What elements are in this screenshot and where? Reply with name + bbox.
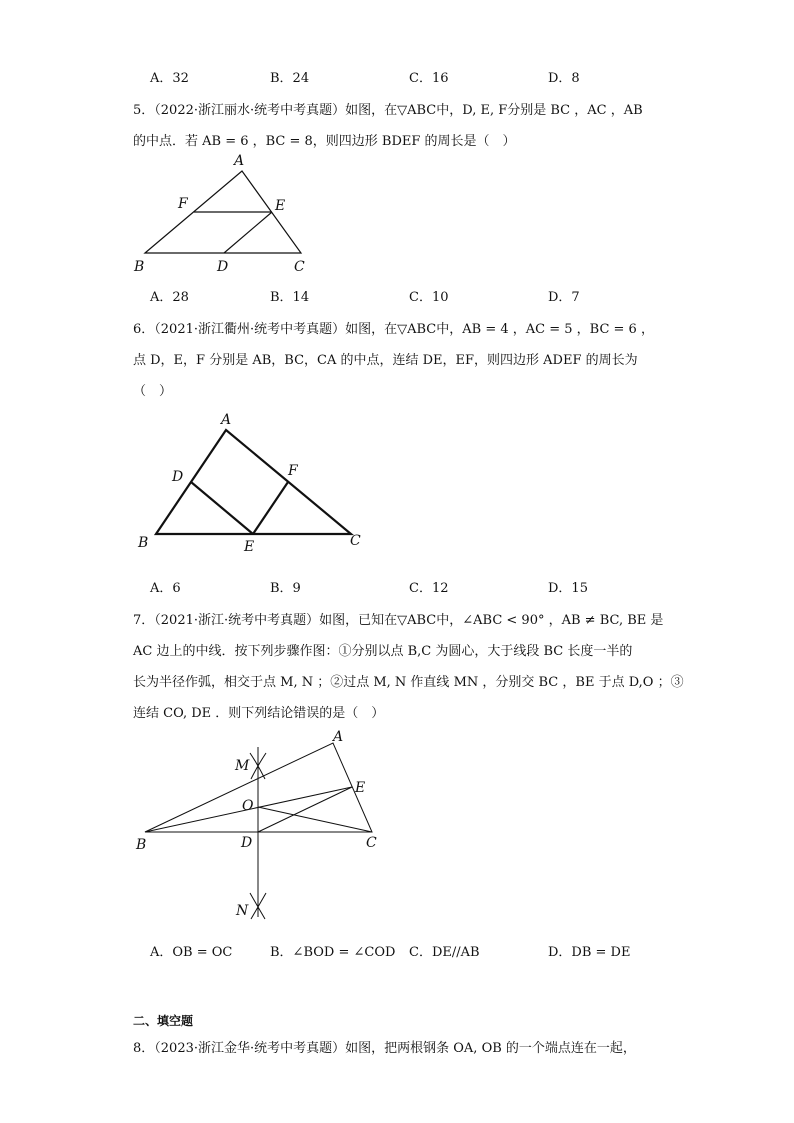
q5-label-e: E bbox=[275, 198, 286, 214]
q6-label-b: B bbox=[138, 535, 149, 551]
q6-options bbox=[150, 577, 670, 595]
q6-stem-line3: （ ） bbox=[133, 384, 173, 399]
q5-option-b[interactable]: B．14 bbox=[270, 290, 310, 305]
q7-segment-co bbox=[258, 807, 372, 832]
q6-segment-de bbox=[191, 482, 253, 534]
q7-label-c: C bbox=[366, 835, 377, 851]
q7-option-d[interactable]: D．DB = DE bbox=[548, 945, 631, 960]
q4-options bbox=[150, 67, 670, 85]
q5-option-d[interactable]: D．7 bbox=[548, 290, 580, 305]
q5-option-c[interactable]: C．10 bbox=[409, 290, 449, 305]
q6-stem-line1: 6．（2021·浙江衢州·统考中考真题）如图，在▽ABC中，AB = 4 ，AC = 5 ，BC = 6 ， bbox=[133, 322, 654, 337]
q7-label-d: D bbox=[241, 835, 253, 851]
q7-label-o: O bbox=[242, 798, 254, 814]
q6-option-a[interactable]: A．6 bbox=[150, 581, 181, 596]
q4-option-a[interactable]: A．32 bbox=[150, 71, 189, 86]
q7-segment-de bbox=[258, 787, 352, 832]
q5-label-c: C bbox=[294, 259, 305, 275]
q6-label-d: D bbox=[172, 469, 184, 485]
q4-option-b[interactable]: B．24 bbox=[270, 71, 310, 86]
q6-label-e: E bbox=[244, 539, 255, 555]
q5-label-d: D bbox=[217, 259, 229, 275]
q6-label-c: C bbox=[350, 533, 361, 549]
q5-figure bbox=[128, 150, 318, 280]
q7-stem-line2: AC 边上的中线．按下列步骤作图：①分别以点 B,C 为圆心，大于线段 BC 长度一半的 bbox=[133, 644, 633, 659]
q7-label-b: B bbox=[136, 837, 147, 853]
section-title-fill-in: 二、填空题 bbox=[133, 1014, 194, 1028]
q5-label-f: F bbox=[178, 196, 188, 212]
q6-segment-ef bbox=[253, 482, 288, 534]
q5-segment-de bbox=[224, 212, 272, 253]
q6-option-c[interactable]: C．12 bbox=[409, 581, 449, 596]
q7-stem-line1: 7．（2021·浙江·统考中考真题）如图，已知在▽ABC中，∠ABC < 90° ，AB ≠ BC, BE 是 bbox=[133, 613, 664, 628]
q6-option-b[interactable]: B．9 bbox=[270, 581, 301, 596]
q7-label-e: E bbox=[355, 780, 366, 796]
q7-option-a[interactable]: A．OB = OC bbox=[150, 945, 233, 960]
q7-label-m: M bbox=[235, 758, 250, 774]
q5-label-b: B bbox=[134, 259, 145, 275]
q4-option-c[interactable]: C．16 bbox=[409, 71, 449, 86]
q7-label-n: N bbox=[236, 903, 249, 919]
q6-triangle-abc bbox=[156, 430, 351, 534]
q6-figure bbox=[128, 405, 378, 555]
q5-stem-line2: 的中点．若 AB = 6 ，BC = 8，则四边形 BDEF 的周长是（ ） bbox=[133, 134, 516, 149]
q6-label-f: F bbox=[288, 463, 298, 479]
q7-stem-line3: 长为半径作弧，相交于点 M, N ；②过点 M, N 作直线 MN ，分别交 BC ，BE 于点 D,O ；③ bbox=[133, 675, 684, 690]
q6-stem-line2: 点 D，E，F 分别是 AB，BC，CA 的中点，连结 DE，EF，则四边形 ADEF 的周长为 bbox=[133, 353, 638, 368]
q7-option-b[interactable]: B．∠BOD = ∠COD bbox=[270, 945, 396, 960]
q5-options bbox=[150, 286, 670, 304]
q7-options bbox=[150, 941, 670, 959]
q7-label-a: A bbox=[333, 729, 344, 745]
q8-stem-line1: 8．（2023·浙江金华·统考中考真题）如图，把两根钢条 OA, OB 的一个端点连在一起， bbox=[133, 1041, 636, 1056]
q7-figure bbox=[128, 725, 388, 925]
q5-option-a[interactable]: A．28 bbox=[150, 290, 189, 305]
q5-stem-line1: 5．（2022·浙江丽水·统考中考真题）如图，在▽ABC中，D, E, F分别是 BC ，AC ，AB bbox=[133, 103, 643, 118]
q5-label-a: A bbox=[234, 153, 245, 169]
q4-option-d[interactable]: D．8 bbox=[548, 71, 580, 86]
q6-option-d[interactable]: D．15 bbox=[548, 581, 588, 596]
q7-stem-line4: 连结 CO, DE ．则下列结论错误的是（ ） bbox=[133, 706, 385, 721]
q7-option-c[interactable]: C．DE//AB bbox=[409, 945, 480, 960]
q6-label-a: A bbox=[221, 412, 232, 428]
